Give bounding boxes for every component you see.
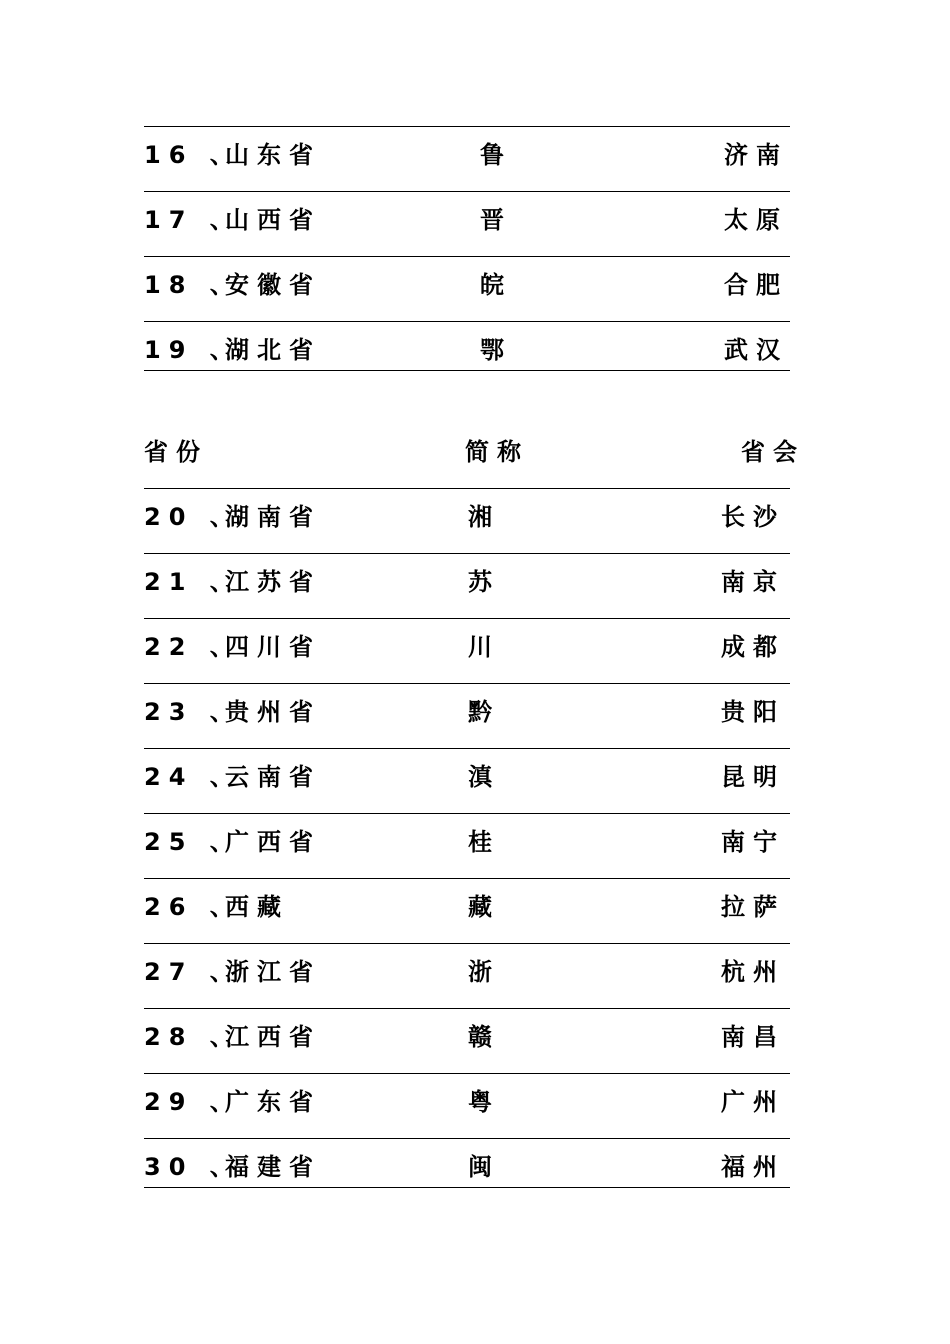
provincial-capital: 广州 bbox=[721, 1088, 785, 1116]
provincial-capital: 福州 bbox=[721, 1153, 785, 1181]
province-name: 湖北省 bbox=[225, 336, 321, 364]
province-name: 湖南省 bbox=[225, 503, 321, 531]
provincial-capital: 贵阳 bbox=[721, 698, 785, 726]
table-row bbox=[144, 1008, 790, 1073]
row-number: 20 、 bbox=[144, 503, 242, 531]
provincial-capital: 昆明 bbox=[721, 763, 785, 791]
header-abbreviation: 简称 bbox=[465, 438, 529, 466]
province-name: 山西省 bbox=[225, 206, 321, 234]
row-number: 19 、 bbox=[144, 336, 242, 364]
row-number: 23 、 bbox=[144, 698, 242, 726]
province-abbreviation: 苏 bbox=[468, 568, 500, 596]
table-row bbox=[144, 813, 790, 878]
table-row bbox=[144, 683, 790, 748]
provincial-capital: 武汉 bbox=[724, 336, 788, 364]
provincial-capital: 太原 bbox=[724, 206, 788, 234]
table-row bbox=[144, 256, 790, 321]
row-number: 21 、 bbox=[144, 568, 242, 596]
province-abbreviation: 浙 bbox=[468, 958, 500, 986]
row-number: 18 、 bbox=[144, 271, 242, 299]
table-row bbox=[144, 1138, 790, 1188]
header-province: 省份 bbox=[144, 438, 208, 466]
row-number: 27 、 bbox=[144, 958, 242, 986]
row-number: 16 、 bbox=[144, 141, 242, 169]
province-abbreviation: 粤 bbox=[468, 1088, 500, 1116]
province-name: 江苏省 bbox=[225, 568, 321, 596]
row-number: 28 、 bbox=[144, 1023, 242, 1051]
row-number: 24 、 bbox=[144, 763, 242, 791]
province-name: 西藏 bbox=[225, 893, 289, 921]
province-abbreviation: 藏 bbox=[468, 893, 500, 921]
province-name: 浙江省 bbox=[225, 958, 321, 986]
provincial-capital: 南昌 bbox=[721, 1023, 785, 1051]
province-abbreviation: 川 bbox=[468, 633, 500, 661]
provincial-capital: 济南 bbox=[724, 141, 788, 169]
table-row bbox=[144, 878, 790, 943]
table-row bbox=[144, 126, 790, 191]
table-row bbox=[144, 321, 790, 371]
provincial-capital: 合肥 bbox=[724, 271, 788, 299]
table-header bbox=[144, 424, 805, 488]
province-name: 贵州省 bbox=[225, 698, 321, 726]
province-abbreviation: 桂 bbox=[468, 828, 500, 856]
table-row bbox=[144, 748, 790, 813]
row-number: 22 、 bbox=[144, 633, 242, 661]
province-name: 云南省 bbox=[225, 763, 321, 791]
province-name: 福建省 bbox=[225, 1153, 321, 1181]
provincial-capital: 拉萨 bbox=[721, 893, 785, 921]
province-abbreviation: 晋 bbox=[480, 206, 512, 234]
province-abbreviation: 黔 bbox=[468, 698, 500, 726]
province-name: 广西省 bbox=[225, 828, 321, 856]
row-number: 30 、 bbox=[144, 1153, 242, 1181]
province-name: 广东省 bbox=[225, 1088, 321, 1116]
provincial-capital: 成都 bbox=[721, 633, 785, 661]
province-abbreviation: 湘 bbox=[468, 503, 500, 531]
row-number: 25 、 bbox=[144, 828, 242, 856]
row-number: 26 、 bbox=[144, 893, 242, 921]
province-name: 江西省 bbox=[225, 1023, 321, 1051]
table-row bbox=[144, 488, 790, 553]
province-table-1 bbox=[144, 126, 790, 371]
province-table-2 bbox=[144, 424, 805, 1188]
province-abbreviation: 鄂 bbox=[480, 336, 512, 364]
table-row bbox=[144, 943, 790, 1008]
province-name: 山东省 bbox=[225, 141, 321, 169]
province-name: 四川省 bbox=[225, 633, 321, 661]
table-row bbox=[144, 191, 790, 256]
provincial-capital: 南宁 bbox=[721, 828, 785, 856]
province-abbreviation: 闽 bbox=[468, 1153, 500, 1181]
row-number: 17 、 bbox=[144, 206, 242, 234]
province-abbreviation: 滇 bbox=[468, 763, 500, 791]
provincial-capital: 杭州 bbox=[721, 958, 785, 986]
header-capital: 省会 bbox=[741, 438, 805, 466]
province-abbreviation: 皖 bbox=[480, 271, 512, 299]
row-number: 29 、 bbox=[144, 1088, 242, 1116]
table-row bbox=[144, 618, 790, 683]
table-row bbox=[144, 1073, 790, 1138]
provincial-capital: 南京 bbox=[721, 568, 785, 596]
provincial-capital: 长沙 bbox=[721, 503, 785, 531]
table-row bbox=[144, 553, 790, 618]
province-abbreviation: 赣 bbox=[468, 1023, 500, 1051]
province-name: 安徽省 bbox=[225, 271, 321, 299]
province-abbreviation: 鲁 bbox=[480, 141, 512, 169]
